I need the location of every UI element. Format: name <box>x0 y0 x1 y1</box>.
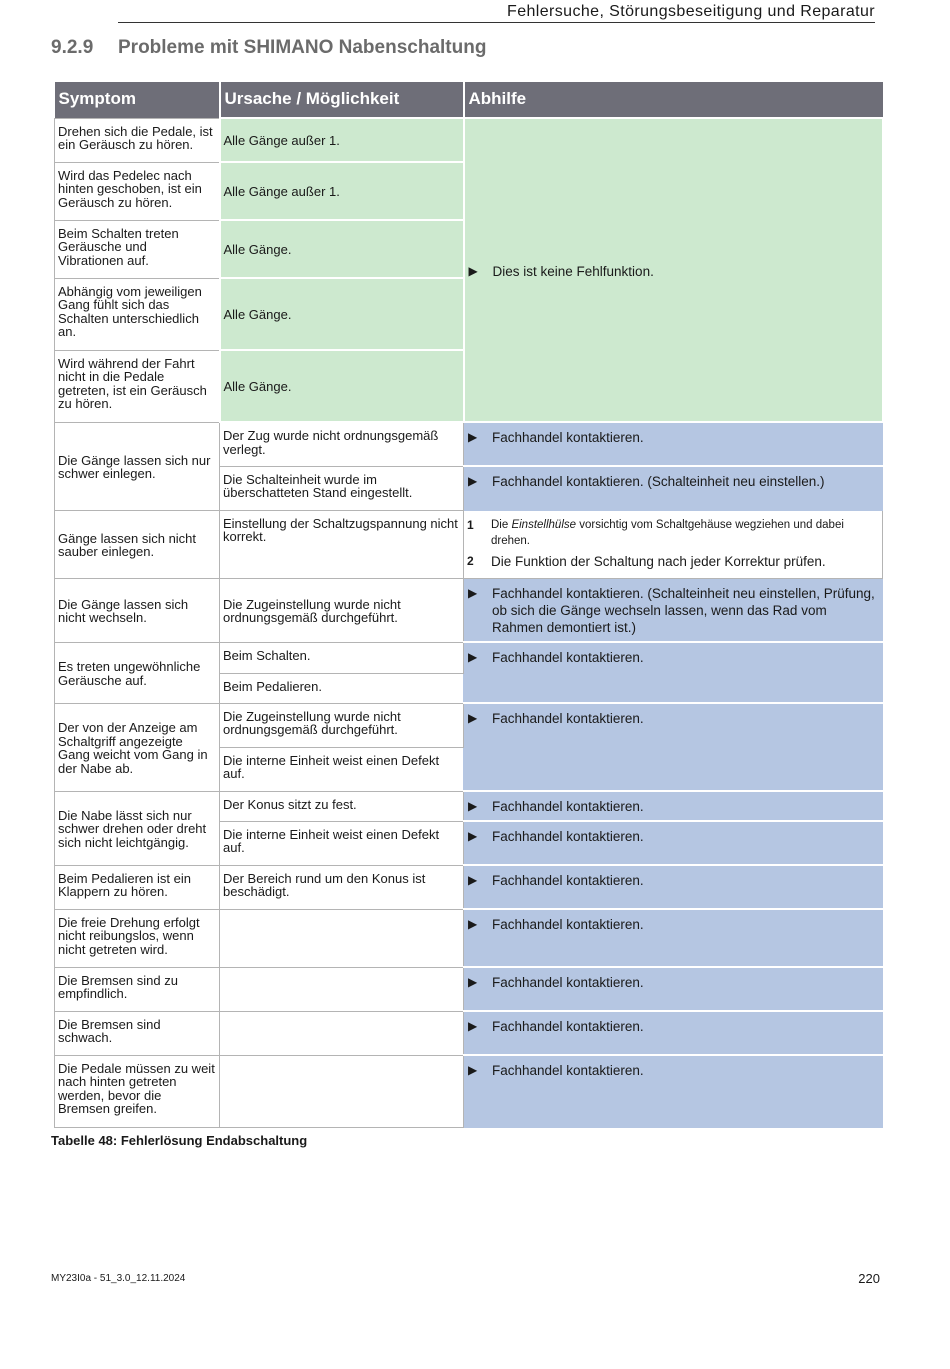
triangle-right-icon: ▶ <box>468 829 478 843</box>
remedy-text: Fachhandel kontaktieren. <box>492 873 644 888</box>
symptom-cell: Die Nabe lässt sich nur schwer drehen oder dreht sich nicht leichtgängig. <box>55 791 220 865</box>
symptom-cell: Drehen sich die Pedale, ist ein Geräusch zu hören. <box>55 118 220 162</box>
remedy-text: Fachhandel kontaktieren. <box>492 975 644 990</box>
step-number: 1 <box>467 517 474 532</box>
remedy-cell <box>464 466 883 510</box>
triangle-right-icon: ▶ <box>468 1063 478 1077</box>
column-header: Symptom <box>55 82 220 118</box>
remedy-step <box>467 517 879 549</box>
table-row <box>55 578 883 642</box>
symptom-cell: Die Pedale müssen zu weit nach hinten getreten werden, bevor die Bremsen greifen. <box>55 1055 220 1127</box>
triangle-right-icon: ▶ <box>468 917 478 931</box>
header-rule <box>118 22 875 23</box>
table-row <box>55 865 883 909</box>
symptom-cell: Abhängig vom jeweiligen Gang fühlt sich das Schalten unterschiedlich an. <box>55 278 220 350</box>
document-id: MY23I0a - 51_3.0_12.11.2024 <box>51 1273 186 1284</box>
symptom-cell: Die Gänge lassen sich nicht wechseln. <box>55 578 220 642</box>
remedy-cell <box>464 1011 883 1055</box>
symptom-cell: Die freie Drehung erfolgt nicht reibungslos, wenn nicht getreten wird. <box>55 909 220 967</box>
step-number: 2 <box>467 553 474 568</box>
cause-cell: Alle Gänge außer 1. <box>220 118 464 162</box>
remedy-text: Fachhandel kontaktieren. <box>492 711 644 726</box>
table-row <box>55 791 883 821</box>
cause-cell: Der Konus sitzt zu fest. <box>220 791 464 821</box>
troubleshooting-table <box>54 82 884 1128</box>
triangle-right-icon: ▶ <box>468 975 478 989</box>
symptom-cell: Es treten ungewöhnliche Geräusche auf. <box>55 642 220 703</box>
cause-cell: Der Bereich rund um den Konus ist beschädigt. <box>220 865 464 909</box>
table-row <box>55 1055 883 1127</box>
remedy-text: Fachhandel kontaktieren. <box>492 650 644 665</box>
cause-cell: Die interne Einheit weist einen Defekt auf. <box>220 821 464 865</box>
remedy-cell <box>464 909 883 967</box>
remedy-text: Fachhandel kontaktieren. (Schalteinheit neu einstellen.) <box>492 474 825 489</box>
remedy-text: Dies ist keine Fehlfunktion. <box>492 263 654 279</box>
remedy-text: Fachhandel kontaktieren. <box>492 1063 644 1078</box>
table-row <box>55 703 883 747</box>
remedy-text: Fachhandel kontaktieren. <box>492 430 644 445</box>
triangle-right-icon: ▶ <box>468 263 478 278</box>
table-row <box>55 118 883 162</box>
remedy-cell <box>464 865 883 909</box>
cause-cell: Alle Gänge außer 1. <box>220 162 464 220</box>
cause-cell <box>220 909 464 967</box>
symptom-cell: Wird das Pedelec nach hinten geschoben, ist ein Geräusch zu hören. <box>55 162 220 220</box>
remedy-text: Fachhandel kontaktieren. <box>492 829 644 844</box>
cause-cell: Einstellung der Schaltzugspannung nicht korrekt. <box>220 510 464 578</box>
remedy-cell <box>464 118 883 422</box>
remedy-cell <box>464 642 883 703</box>
symptom-cell: Die Gänge lassen sich nur schwer einlegen. <box>55 422 220 510</box>
remedy-step <box>467 553 879 570</box>
cause-cell: Alle Gänge. <box>220 278 464 350</box>
table-row <box>55 510 883 578</box>
section-title: Probleme mit SHIMANO Nabenschaltung <box>118 37 487 58</box>
cause-cell: Die interne Einheit weist einen Defekt auf. <box>220 747 464 791</box>
table-row <box>55 967 883 1011</box>
triangle-right-icon: ▶ <box>468 474 478 488</box>
remedy-cell <box>464 703 883 791</box>
remedy-cell <box>464 422 883 466</box>
column-header: Abhilfe <box>464 82 883 118</box>
triangle-right-icon: ▶ <box>468 650 478 664</box>
remedy-text: vorsichtig vom Schaltgehäuse wegziehen und dabei drehen. <box>491 518 844 547</box>
table-row <box>55 1011 883 1055</box>
remedy-cell <box>464 967 883 1011</box>
symptom-cell: Wird während der Fahrt nicht in die Pedale getreten, ist ein Geräusch zu hören. <box>55 350 220 422</box>
triangle-right-icon: ▶ <box>468 585 478 600</box>
symptom-cell: Gänge lassen sich nicht sauber einlegen. <box>55 510 220 578</box>
triangle-right-icon: ▶ <box>468 430 478 444</box>
remedy-text: Die Funktion der Schaltung nach jeder Korrektur prüfen. <box>491 553 826 569</box>
cause-cell: Der Zug wurde nicht ordnungsgemäß verlegt. <box>220 422 464 466</box>
symptom-cell: Beim Schalten treten Geräusche und Vibrationen auf. <box>55 220 220 278</box>
remedy-emphasis: Einstellhülse <box>511 518 577 531</box>
symptom-cell: Die Bremsen sind schwach. <box>55 1011 220 1055</box>
symptom-cell: Der von der Anzeige am Schaltgriff angezeigte Gang weicht vom Gang in der Nabe ab. <box>55 703 220 791</box>
table-caption: Tabelle 48: Fehlerlösung Endabschaltung <box>51 1133 308 1148</box>
triangle-right-icon: ▶ <box>468 873 478 887</box>
cause-cell: Die Zugeinstellung wurde nicht ordnungsgemäß durchgeführt. <box>220 578 464 642</box>
remedy-cell <box>464 1055 883 1127</box>
section-number: 9.2.9 <box>51 37 94 58</box>
remedy-text: Fachhandel kontaktieren. <box>492 799 644 814</box>
page-number: 220 <box>858 1271 880 1286</box>
table-row <box>55 422 883 466</box>
remedy-cell <box>464 791 883 821</box>
triangle-right-icon: ▶ <box>468 1019 478 1033</box>
cause-cell: Die Zugeinstellung wurde nicht ordnungsgemäß durchgeführt. <box>220 703 464 747</box>
table-row <box>55 642 883 673</box>
triangle-right-icon: ▶ <box>468 711 478 725</box>
cause-cell <box>220 1055 464 1127</box>
cause-cell <box>220 967 464 1011</box>
remedy-text: Fachhandel kontaktieren. <box>492 917 644 932</box>
remedy-text: Fachhandel kontaktieren. <box>492 1019 644 1034</box>
symptom-cell: Beim Pedalieren ist ein Klappern zu hören. <box>55 865 220 909</box>
cause-cell: Alle Gänge. <box>220 220 464 278</box>
triangle-right-icon: ▶ <box>468 799 478 813</box>
cause-cell: Beim Pedalieren. <box>220 673 464 703</box>
cause-cell: Alle Gänge. <box>220 350 464 422</box>
column-header: Ursache / Möglichkeit <box>220 82 464 118</box>
remedy-text: Die <box>491 518 512 531</box>
cause-cell: Beim Schalten. <box>220 642 464 673</box>
remedy-text: Fachhandel kontaktieren. (Schalteinheit neu einstellen, Prüfung, ob sich die Gänge wechseln lassen, wenn das Rad vom Rahmen demontiert ist.) <box>492 585 875 635</box>
cause-cell <box>220 1011 464 1055</box>
symptom-cell: Die Bremsen sind zu empfindlich. <box>55 967 220 1011</box>
section-heading <box>51 37 486 59</box>
remedy-cell <box>464 821 883 865</box>
remedy-cell <box>464 510 883 578</box>
cause-cell: Die Schalteinheit wurde im überschatteten Stand eingestellt. <box>220 466 464 510</box>
table-header-row <box>55 82 883 118</box>
running-header: Fehlersuche, Störungsbeseitigung und Reparatur <box>507 3 875 20</box>
table-row <box>55 909 883 967</box>
remedy-cell <box>464 578 883 642</box>
